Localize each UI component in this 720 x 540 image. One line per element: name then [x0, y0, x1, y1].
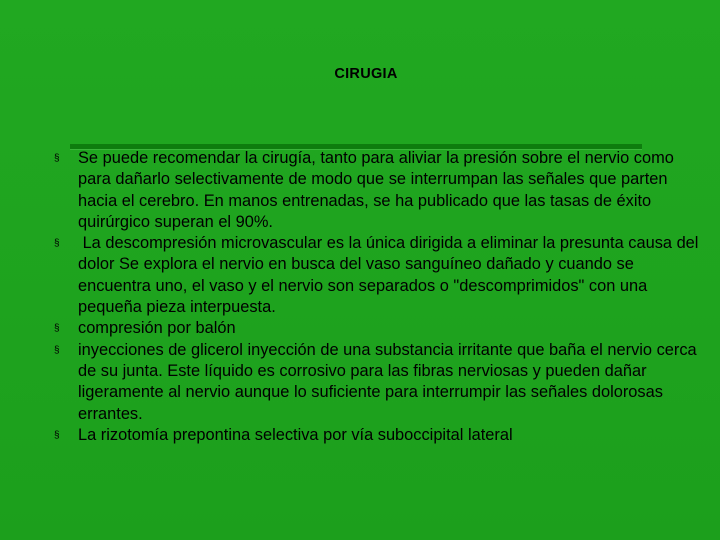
- slide-title: CIRUGIA: [334, 66, 398, 82]
- bullet-text: inyecciones de glicerol inyección de una substancia irritante que baña el nervio cerca de su junta. Este líquido es corrosivo para las fibras nerviosas y pueden dañar ligeramente al nervio aunque lo suficiente para interrumpir las señales dolorosas errantes.: [78, 340, 697, 423]
- bullet-text: compresión por balón: [78, 319, 236, 338]
- bullet-icon: §: [54, 153, 60, 164]
- bullet-icon: §: [54, 429, 60, 441]
- bullet-item: [54, 148, 706, 233]
- bullet-item: [54, 340, 706, 425]
- bullet-item: [54, 425, 706, 446]
- bullet-item: [54, 233, 706, 318]
- bullet-icon: §: [54, 238, 60, 250]
- bullet-text: Se puede recomendar la cirugía, tanto para aliviar la presión sobre el nervio como para dañarlo selectivamente de modo que se interrumpan las señales que parten hacia el cerebro. En manos entrenadas, se ha publicado que las tasas de éxito quirúrgico superan el 90%.: [78, 149, 674, 231]
- bullet-text: La rizotomía prepontina selectiva por vía suboccipital lateral: [78, 425, 513, 444]
- bullet-item: [54, 318, 706, 339]
- bullet-text: La descompresión microvascular es la única dirigida a eliminar la presunta causa del dolor Se explora el nervio en busca del vaso sanguíneo dañado y cuando se encuentra uno, el vaso y el nervio son separados o "descomprimidos" con una pequeña pieza interpuesta.: [78, 234, 703, 317]
- bullet-icon: §: [54, 344, 60, 356]
- bullet-list: [54, 148, 706, 446]
- bullet-icon: §: [54, 323, 60, 335]
